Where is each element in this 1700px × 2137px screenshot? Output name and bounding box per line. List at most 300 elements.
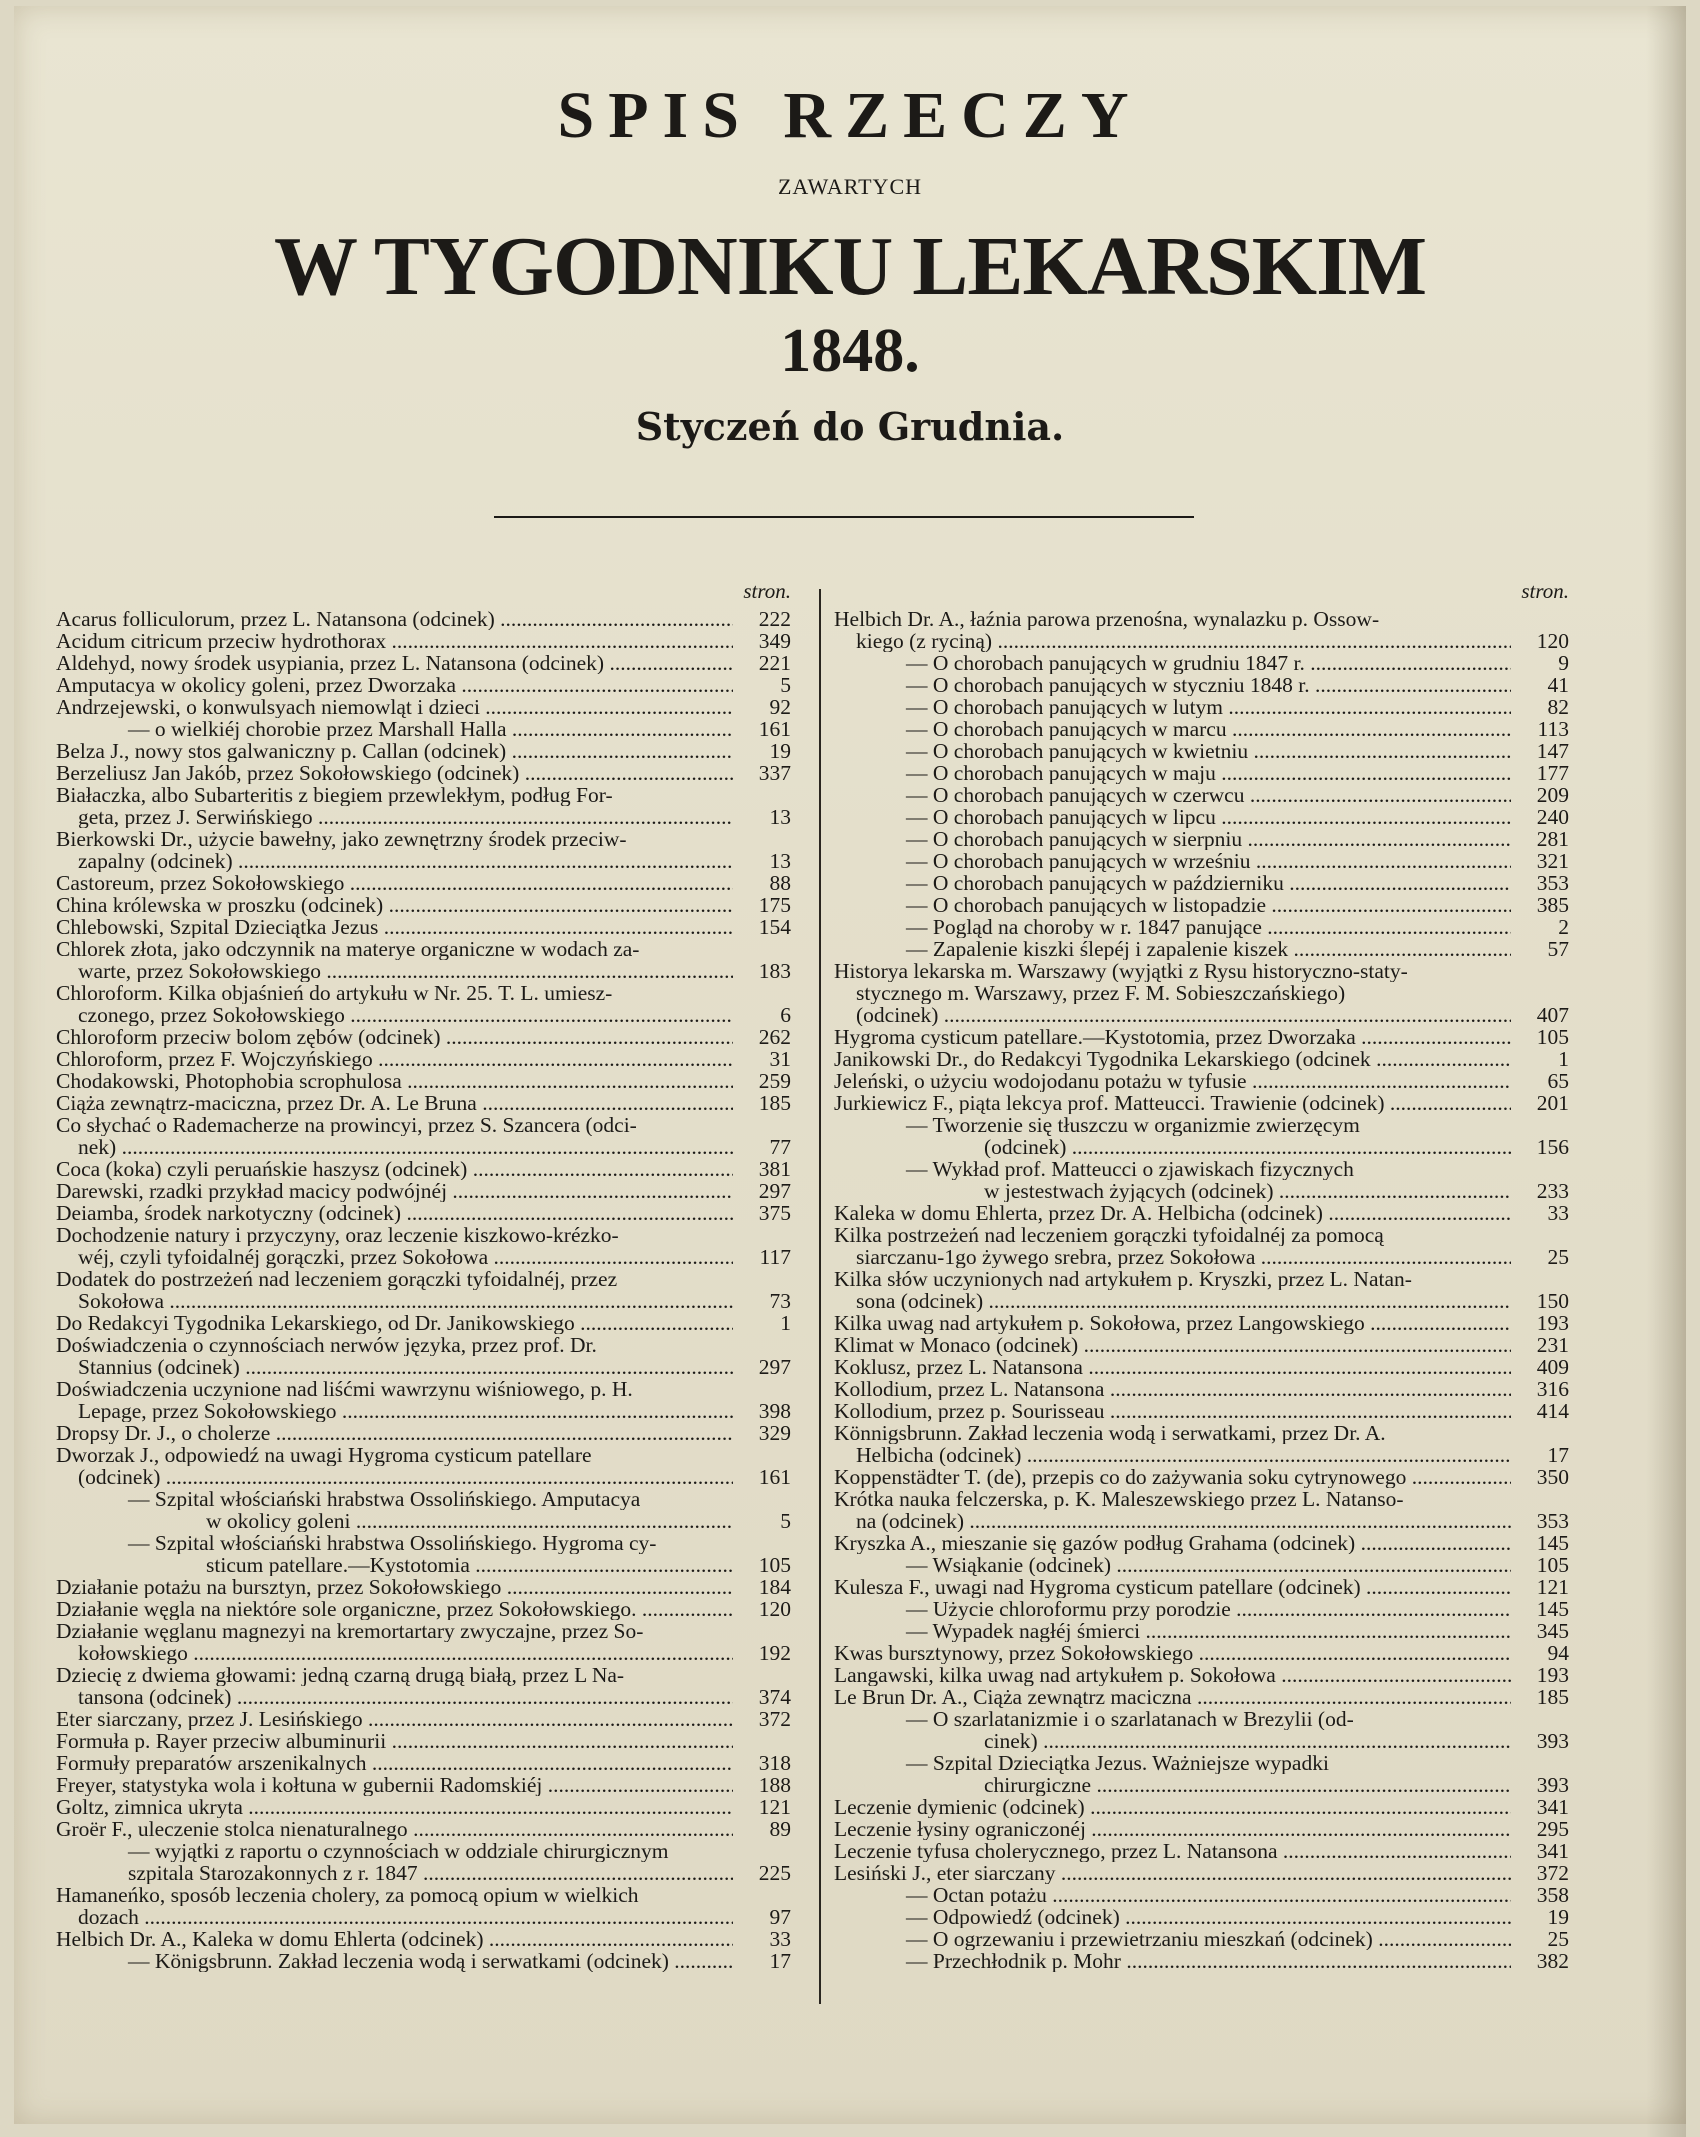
entry-page-number: 156	[1536, 1135, 1569, 1159]
entry-text: Stannius (odcinek) .....	[56, 1356, 733, 1378]
index-entry	[834, 1686, 1569, 1708]
entry-text: Hamaneńko, sposób leczenia cholery, za pomocą opium w wielkich	[56, 1884, 639, 1906]
index-entry	[834, 784, 1569, 806]
index-entry	[834, 1664, 1569, 1686]
entry-text: chirurgiczne .....	[834, 1774, 1511, 1796]
entry-page-number: 33	[1547, 1201, 1569, 1225]
entry-text: (odcinek) .....	[56, 1466, 733, 1488]
index-entry	[56, 718, 791, 740]
entry-text: Aldehyd, nowy środek usypiania, przez L. Natansona (odcinek) .....	[56, 652, 733, 674]
entry-text: Könnigsbrunn. Zakład leczenia wodą i serwatkami, przez Dr. A.	[834, 1422, 1386, 1444]
index-entry	[56, 1950, 791, 1972]
index-entry	[56, 1620, 791, 1642]
index-entry	[834, 1818, 1569, 1840]
index-entry	[834, 1554, 1569, 1576]
entry-text: Sokołowa .....	[56, 1290, 733, 1312]
entry-text: Belza J., nowy stos galwaniczny p. Callan (odcinek) .....	[56, 740, 733, 762]
entry-page-number: 337	[758, 761, 791, 785]
entry-page-number: 17	[769, 1949, 791, 1973]
index-entry	[834, 916, 1569, 938]
entry-text: Kollodium, przez L. Natansona .....	[834, 1378, 1511, 1400]
index-entry	[56, 806, 791, 828]
entry-text: Andrzejewski, o konwulsyach niemowląt i dzieci .....	[56, 696, 733, 718]
entry-text: Helbicha (odcinek) .....	[834, 1444, 1511, 1466]
entry-page-number: 97	[769, 1905, 791, 1929]
entry-page-number: 105	[758, 1553, 791, 1577]
index-entry	[834, 1730, 1569, 1752]
index-entry	[56, 1796, 791, 1818]
entry-page-number: 33	[769, 1927, 791, 1951]
index-entry	[56, 608, 791, 630]
entry-page-number: 281	[1536, 827, 1569, 851]
entry-text: — Szpital Dzieciątka Jezus. Ważniejsze wypadki	[906, 1752, 1329, 1774]
entry-text: Kryszka A., mieszanie się gazów podług Grahama (odcinek) .....	[834, 1532, 1511, 1554]
entry-text: Formuły preparatów arszenikalnych .....	[56, 1752, 733, 1774]
entry-text: dozach .....	[56, 1906, 733, 1928]
entry-text: — o wielkiéj chorobie przez Marshall Halla .....	[56, 718, 733, 740]
index-entry	[56, 982, 791, 1004]
entry-text: Do Redakcyi Tygodnika Lekarskiego, od Dr. Janikowskiego .....	[56, 1312, 733, 1334]
entry-text: stycznego m. Warszawy, przez F. M. Sobieszczańskiego)	[856, 982, 1346, 1004]
entry-page-number: 259	[758, 1069, 791, 1093]
index-entry	[56, 1532, 791, 1554]
index-entry	[834, 828, 1569, 850]
entry-text: — O chorobach panujących w lipcu .....	[834, 806, 1511, 828]
index-entry	[56, 1444, 791, 1466]
index-entry	[834, 1774, 1569, 1796]
index-entry	[834, 938, 1569, 960]
entry-text: Helbich Dr. A., łaźnia parowa przenośna, wynalazku p. Ossow-	[834, 608, 1380, 630]
entry-page-number: 372	[1536, 1861, 1569, 1885]
entry-text: — O chorobach panujących w grudniu 1847 r. .....	[834, 652, 1511, 674]
entry-text: Dochodzenie natury i przyczyny, oraz leczenie kiszkowo-krézko-	[56, 1224, 619, 1246]
entry-text: Działanie potażu na bursztyn, przez Sokołowskiego .....	[56, 1576, 733, 1598]
entry-text: kiego (z ryciną) .....	[834, 630, 1511, 652]
entry-text: Chlorek złota, jako odczynnik na materye organiczne w wodach za-	[56, 938, 640, 960]
entry-page-number: 94	[1547, 1641, 1569, 1665]
entry-text: Chodakowski, Photophobia scrophulosa .....	[56, 1070, 733, 1092]
entry-page-number: 329	[758, 1421, 791, 1445]
index-entry	[834, 1466, 1569, 1488]
entry-page-number: 77	[769, 1135, 791, 1159]
index-entry	[834, 1422, 1569, 1444]
entry-page-number: 321	[1536, 849, 1569, 873]
entry-text: wéj, czyli tyfoidalnéj gorączki, przez Sokołowa .....	[56, 1246, 733, 1268]
entry-text: Kilka uwag nad artykułem p. Sokołowa, przez Langowskiego .....	[834, 1312, 1511, 1334]
index-entry	[834, 1510, 1569, 1532]
entry-text: Janikowski Dr., do Redakcyi Tygodnika Lekarskiego (odcinek .....	[834, 1048, 1511, 1070]
entry-text: — Przechłodnik p. Mohr .....	[834, 1950, 1511, 1972]
index-entry	[56, 1378, 791, 1400]
entry-text: — O chorobach panujących w sierpniu .....	[834, 828, 1511, 850]
entry-text: cinek) .....	[834, 1730, 1511, 1752]
entry-page-number: 17	[1547, 1443, 1569, 1467]
index-entry	[56, 630, 791, 652]
index-entry	[834, 1026, 1569, 1048]
entry-page-number: 297	[758, 1355, 791, 1379]
index-entry	[834, 1070, 1569, 1092]
entry-text: Koklusz, przez L. Natansona .....	[834, 1356, 1511, 1378]
index-entry	[834, 718, 1569, 740]
entry-page-number: 193	[1536, 1663, 1569, 1687]
entry-page-number: 192	[758, 1641, 791, 1665]
entry-text: — Octan potażu .....	[834, 1884, 1511, 1906]
index-entry	[834, 1796, 1569, 1818]
entry-text: Klimat w Monaco (odcinek) .....	[834, 1334, 1511, 1356]
entry-text: warte, przez Sokołowskiego .....	[56, 960, 733, 982]
entry-page-number: 185	[1536, 1685, 1569, 1709]
left-page-header: stron.	[743, 579, 791, 603]
index-entry	[56, 1884, 791, 1906]
entry-page-number: 25	[1547, 1245, 1569, 1269]
index-entry	[56, 1488, 791, 1510]
entry-text: — O chorobach panujących w lutym .....	[834, 696, 1511, 718]
entry-text: — O ogrzewaniu i przewietrzaniu mieszkań (odcinek) .....	[834, 1928, 1511, 1950]
entry-page-number: 5	[780, 1509, 791, 1533]
index-entry	[56, 1246, 791, 1268]
entry-page-number: 188	[758, 1773, 791, 1797]
entry-text: Ciąża zewnątrz-maciczna, przez Dr. A. Le Bruna .....	[56, 1092, 733, 1114]
index-entry	[56, 1818, 791, 1840]
index-entry	[834, 872, 1569, 894]
entry-text: Dworzak J., odpowiedź na uwagi Hygroma cysticum patellare	[56, 1444, 592, 1466]
index-entry	[834, 1598, 1569, 1620]
entry-text: nek) .....	[56, 1136, 733, 1158]
index-entry	[834, 1312, 1569, 1334]
index-entry	[834, 1840, 1569, 1862]
entry-text: Chloroform, przez F. Wojczyńskiego .....	[56, 1048, 733, 1070]
index-entry	[834, 1136, 1569, 1158]
entry-page-number: 150	[1536, 1289, 1569, 1313]
index-entry	[56, 784, 791, 806]
index-entry	[56, 1312, 791, 1334]
entry-text: Chloroform. Kilka objaśnień do artykułu w Nr. 25. T. L. umiesz-	[56, 982, 613, 1004]
index-entry	[834, 1004, 1569, 1026]
entry-text: Co słychać o Rademacherze na prowincyi, przez S. Szancera (odci-	[56, 1114, 637, 1136]
entry-text: Bierkowski Dr., użycie bawełny, jako zewnętrzny środek przeciw-	[56, 828, 627, 850]
index-entry	[56, 1576, 791, 1598]
entry-text: Amputacya w okolicy goleni, przez Dworzaka .....	[56, 674, 733, 696]
index-entry	[834, 1114, 1569, 1136]
entry-text: Acarus folliculorum, przez L. Natansona (odcinek) .....	[56, 608, 733, 630]
entry-page-number: 120	[758, 1597, 791, 1621]
entry-page-number: 145	[1536, 1531, 1569, 1555]
index-entry	[56, 696, 791, 718]
entry-page-number: 385	[1536, 893, 1569, 917]
index-entry	[56, 1840, 791, 1862]
entry-page-number: 221	[758, 651, 791, 675]
entry-text: — Użycie chloroformu przy porodzie .....	[834, 1598, 1511, 1620]
index-entry	[56, 1422, 791, 1444]
entry-text: w okolicy goleni .....	[56, 1510, 733, 1532]
entry-page-number: 88	[769, 871, 791, 895]
entry-text: Dropsy Dr. J., o cholerze .....	[56, 1422, 733, 1444]
entry-page-number: 57	[1547, 937, 1569, 961]
entry-text: Coca (koka) czyli peruańskie haszysz (odcinek) .....	[56, 1158, 733, 1180]
index-entry	[56, 850, 791, 872]
index-entry	[56, 1752, 791, 1774]
entry-page-number: 13	[769, 805, 791, 829]
entry-page-number: 225	[758, 1861, 791, 1885]
entry-text: Działanie węglanu magnezyi na kremortartary zwyczajne, przez So-	[56, 1620, 644, 1642]
entry-page-number: 375	[758, 1201, 791, 1225]
index-entry	[834, 1444, 1569, 1466]
index-entry	[834, 1642, 1569, 1664]
entry-page-number: 19	[769, 739, 791, 763]
entry-page-number: 233	[1536, 1179, 1569, 1203]
index-entry	[834, 1532, 1569, 1554]
entry-text: — O chorobach panujących w styczniu 1848 r. .....	[834, 674, 1511, 696]
index-entry	[56, 894, 791, 916]
entry-text: — O chorobach panujących w wrześniu .....	[834, 850, 1511, 872]
index-entry	[834, 1488, 1569, 1510]
journal-title: W TYGODNIKU LEKARSKIM	[273, 220, 1427, 313]
entry-text: Chlebowski, Szpital Dzieciątka Jezus .....	[56, 916, 733, 938]
index-entry	[56, 916, 791, 938]
entry-text: China królewska w proszku (odcinek) .....	[56, 894, 733, 916]
entry-page-number: 161	[758, 1465, 791, 1489]
entry-text: — Wypadek nagłéj śmierci .....	[834, 1620, 1511, 1642]
entry-page-number: 349	[758, 629, 791, 653]
entry-page-number: 185	[758, 1091, 791, 1115]
entry-text: Formuła p. Rayer przeciw albuminurii .....	[56, 1730, 733, 1752]
index-entry	[56, 1906, 791, 1928]
entry-text: zapalny (odcinek) .....	[56, 850, 733, 872]
entry-text: Goltz, zimnica ukryta .....	[56, 1796, 733, 1818]
entry-text: Krótka nauka felczerska, p. K. Maleszewskiego przez L. Natanso-	[834, 1488, 1404, 1510]
entry-page-number: 145	[1536, 1597, 1569, 1621]
index-entry	[834, 740, 1569, 762]
index-entry	[56, 1400, 791, 1422]
entry-text: kołowskiego .....	[56, 1642, 733, 1664]
index-entry	[834, 1092, 1569, 1114]
index-entry	[56, 1026, 791, 1048]
entry-text: Białaczka, albo Subarteritis z biegiem przewlekłym, podług For-	[56, 784, 613, 806]
entry-text: — O chorobach panujących w czerwcu .....	[834, 784, 1511, 806]
year-heading: 1848.	[780, 317, 920, 385]
index-entry	[56, 1708, 791, 1730]
index-entry	[56, 1048, 791, 1070]
index-title: SPIS RZECZY	[557, 79, 1143, 152]
entry-page-number: 175	[758, 893, 791, 917]
index-entry	[56, 674, 791, 696]
entry-page-number: 121	[1536, 1575, 1569, 1599]
entry-page-number: 297	[758, 1179, 791, 1203]
left-column	[56, 579, 791, 1973]
entry-text: — Szpital włościański hrabstwa Ossolińskiego. Amputacya	[128, 1488, 641, 1510]
entry-text: — Zapalenie kiszki ślepéj i zapalenie kiszek .....	[834, 938, 1511, 960]
index-entry	[56, 1730, 791, 1752]
entry-text: Historya lekarska m. Warszawy (wyjątki z Rysu historyczno-staty-	[834, 960, 1408, 982]
entry-page-number: 240	[1536, 805, 1569, 829]
index-entry	[56, 1642, 791, 1664]
entry-text: Dodatek do postrzeżeń nad leczeniem gorączki tyfoidalnéj, przez	[56, 1268, 618, 1290]
index-page	[14, 6, 1686, 2124]
entry-page-number: 2	[1558, 915, 1569, 939]
index-entry	[834, 806, 1569, 828]
entry-page-number: 25	[1547, 1927, 1569, 1951]
entry-text: Eter siarczany, przez J. Lesińskiego .....	[56, 1708, 733, 1730]
entry-page-number: 372	[758, 1707, 791, 1731]
entry-text: Kollodium, przez p. Sourisseau .....	[834, 1400, 1511, 1422]
entry-text: — Königsbrunn. Zakład leczenia wodą i serwatkami (odcinek) .....	[56, 1950, 733, 1972]
entry-text: sticum patellare.—Kystotomia .....	[56, 1554, 733, 1576]
index-entry	[56, 1158, 791, 1180]
index-entry	[834, 1268, 1569, 1290]
index-entry	[834, 960, 1569, 982]
index-entry	[56, 938, 791, 960]
entry-page-number: 353	[1536, 871, 1569, 895]
entry-text: Freyer, statystyka wola i kołtuna w gubernii Radomskiéj .....	[56, 1774, 733, 1796]
index-entry	[834, 850, 1569, 872]
entry-text: geta, przez J. Serwińskiego .....	[56, 806, 733, 828]
index-entry	[56, 762, 791, 784]
entry-text: — Wykład prof. Matteucci o zjawiskach fizycznych	[906, 1158, 1354, 1180]
entry-page-number: 154	[758, 915, 791, 939]
index-entry	[834, 1620, 1569, 1642]
entry-page-number: 407	[1536, 1003, 1569, 1027]
entry-text: Langawski, kilka uwag nad artykułem p. Sokołowa .....	[834, 1664, 1511, 1686]
entry-text: Berzeliusz Jan Jakób, przez Sokołowskiego (odcinek) .....	[56, 762, 733, 784]
index-entry	[834, 674, 1569, 696]
index-entry	[834, 1752, 1569, 1774]
index-entry	[834, 894, 1569, 916]
index-entry	[834, 1158, 1569, 1180]
index-entry	[56, 1070, 791, 1092]
entry-text: — Szpital włościański hrabstwa Ossolińskiego. Hygroma cy-	[128, 1532, 657, 1554]
entry-page-number: 120	[1536, 629, 1569, 653]
entry-text: Leczenie tyfusa cholerycznego, przez L. Natansona .....	[834, 1840, 1511, 1862]
entry-page-number: 177	[1536, 761, 1569, 785]
entry-page-number: 9	[1558, 651, 1569, 675]
entry-text: Działanie węgla na niektóre sole organiczne, przez Sokołowskiego. .....	[56, 1598, 733, 1620]
entry-page-number: 382	[1536, 1949, 1569, 1973]
entry-page-number: 161	[758, 717, 791, 741]
entry-page-number: 1	[780, 1311, 791, 1335]
index-entry	[834, 608, 1569, 630]
index-entry	[56, 652, 791, 674]
index-subtitle: ZAWARTYCH	[777, 174, 923, 199]
entry-text: siarczanu-1go żywego srebra, przez Sokołowa .....	[834, 1246, 1511, 1268]
column-divider	[819, 589, 821, 2004]
index-entry	[56, 1224, 791, 1246]
entry-page-number: 92	[769, 695, 791, 719]
entry-text: Jeleński, o użyciu wodojodanu potażu w tyfusie .....	[834, 1070, 1511, 1092]
entry-page-number: 117	[759, 1245, 791, 1269]
index-entry	[834, 1708, 1569, 1730]
index-entry	[56, 1114, 791, 1136]
entry-page-number: 231	[1536, 1333, 1569, 1357]
index-entry	[834, 1400, 1569, 1422]
index-entry	[56, 1862, 791, 1884]
index-entry	[834, 762, 1569, 784]
entry-page-number: 222	[758, 607, 791, 631]
left-entry-list	[56, 586, 791, 1972]
entry-text: Deiamba, środek narkotyczny (odcinek) .....	[56, 1202, 733, 1224]
entry-page-number: 31	[769, 1047, 791, 1071]
entry-text: — Wsiąkanie (odcinek) .....	[834, 1554, 1511, 1576]
entry-page-number: 41	[1547, 673, 1569, 697]
entry-page-number: 316	[1536, 1377, 1569, 1401]
entry-text: — O chorobach panujących w październiku .....	[834, 872, 1511, 894]
entry-text: Kulesza F., uwagi nad Hygroma cysticum patellare (odcinek) .....	[834, 1576, 1511, 1598]
index-entry	[56, 1774, 791, 1796]
entry-page-number: 341	[1536, 1795, 1569, 1819]
entry-text: — Odpowiedź (odcinek) .....	[834, 1906, 1511, 1928]
entry-text: — O chorobach panujących w kwietniu .....	[834, 740, 1511, 762]
index-entry	[56, 828, 791, 850]
index-entry	[56, 960, 791, 982]
entry-text: (odcinek) .....	[834, 1004, 1511, 1026]
entry-text: — O chorobach panujących w marcu .....	[834, 718, 1511, 740]
entry-page-number: 121	[758, 1795, 791, 1819]
index-entry	[56, 1180, 791, 1202]
entry-page-number: 353	[1536, 1509, 1569, 1533]
entry-text: Acidum citricum przeciw hydrothorax .....	[56, 630, 733, 652]
entry-text: Lesiński J., eter siarczany .....	[834, 1862, 1511, 1884]
entry-text: (odcinek) .....	[834, 1136, 1511, 1158]
index-entry	[56, 1664, 791, 1686]
index-entry	[834, 1246, 1569, 1268]
entry-text: czonego, przez Sokołowskiego .....	[56, 1004, 733, 1026]
entry-text: — Tworzenie się tłuszczu w organizmie zwierzęcym	[906, 1114, 1360, 1136]
index-entry	[834, 652, 1569, 674]
right-column	[834, 579, 1569, 1973]
entry-page-number: 295	[1536, 1817, 1569, 1841]
entry-page-number: 65	[1547, 1069, 1569, 1093]
index-entry	[56, 872, 791, 894]
index-entry	[56, 740, 791, 762]
entry-page-number: 345	[1536, 1619, 1569, 1643]
entry-page-number: 1	[1558, 1047, 1569, 1071]
entry-page-number: 318	[758, 1751, 791, 1775]
index-entry	[834, 1906, 1569, 1928]
entry-text: Leczenie łysiny ograniczonéj .....	[834, 1818, 1511, 1840]
entry-page-number: 193	[1536, 1311, 1569, 1335]
entry-page-number: 82	[1547, 695, 1569, 719]
index-entry	[56, 1686, 791, 1708]
entry-page-number: 183	[758, 959, 791, 983]
index-entry	[56, 1290, 791, 1312]
entry-page-number: 5	[780, 673, 791, 697]
index-entry	[834, 1928, 1569, 1950]
index-entry	[834, 1576, 1569, 1598]
entry-text: Groër F., uleczenie stolca nienaturalnego .....	[56, 1818, 733, 1840]
entry-text: Le Brun Dr. A., Ciąża zewnątrz maciczna .....	[834, 1686, 1511, 1708]
index-entry	[834, 1180, 1569, 1202]
entry-page-number: 89	[769, 1817, 791, 1841]
entry-text: Hygroma cysticum patellare.—Kystotomia, przez Dworzaka .....	[834, 1026, 1511, 1048]
index-entry	[56, 1136, 791, 1158]
index-entry	[834, 1290, 1569, 1312]
entry-page-number: 201	[1536, 1091, 1569, 1115]
entry-text: Kilka słów uczynionych nad artykułem p. Kryszki, przez L. Natan-	[834, 1268, 1412, 1290]
right-entry-list	[834, 586, 1569, 1972]
entry-text: tansona (odcinek) .....	[56, 1686, 733, 1708]
entry-text: — O chorobach panujących w listopadzie .....	[834, 894, 1511, 916]
index-entry	[834, 1202, 1569, 1224]
index-entry	[834, 1378, 1569, 1400]
entry-page-number: 409	[1536, 1355, 1569, 1379]
entry-page-number: 105	[1536, 1553, 1569, 1577]
entry-text: Kwas bursztynowy, przez Sokołowskiego .....	[834, 1642, 1511, 1664]
entry-page-number: 341	[1536, 1839, 1569, 1863]
entry-text: Lepage, przez Sokołowskiego .....	[56, 1400, 733, 1422]
index-entry	[56, 1334, 791, 1356]
entry-text: Kaleka w domu Ehlerta, przez Dr. A. Helbicha (odcinek) .....	[834, 1202, 1511, 1224]
index-entry	[834, 1950, 1569, 1972]
entry-text: Doświadczenia o czynnościach nerwów języka, przez prof. Dr.	[56, 1334, 597, 1356]
